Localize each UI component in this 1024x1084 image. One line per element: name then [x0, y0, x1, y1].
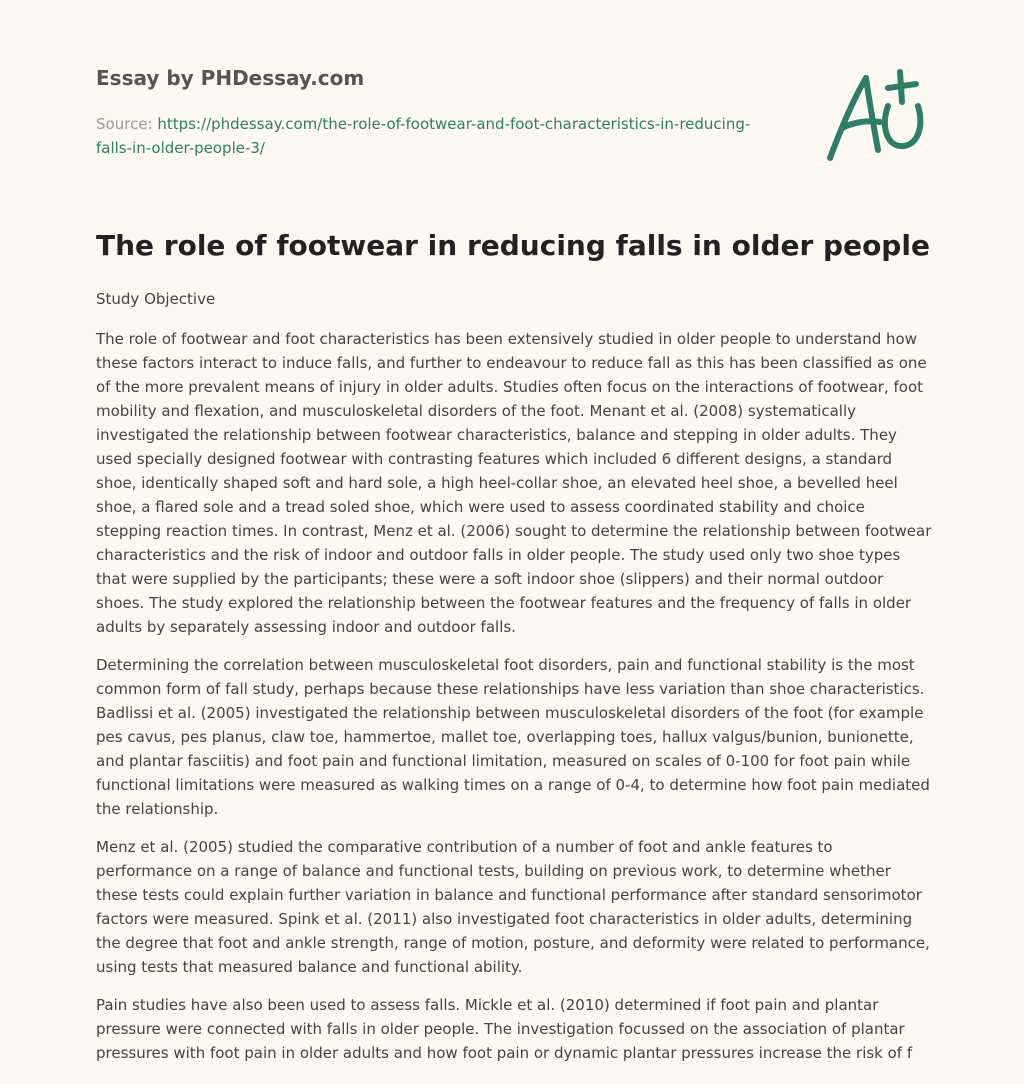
a-plus-logo-icon — [820, 66, 930, 166]
site-title: Essay by PHDessay.com — [96, 66, 365, 90]
paragraph: Pain studies have also been used to assess falls. Mickle et al. (2010) determined if foot pain and plantar pressure were connected with falls in older people. The investigation focussed on the association of plantar pressures with foot pain in older adults and how foot pain or dynamic plantar pressures increase the risk of f — [96, 996, 913, 1062]
essay-body — [96, 287, 932, 1079]
paragraph: Determining the correlation between musculoskeletal foot disorders, pain and functional stability is the most common form of fall study, perhaps because these relationships have less variation than shoe characteristics. Badlissi et al. (2005) investigated the relationship between musculoskeletal disorders of the foot (for example pes cavus, pes planus, claw toe, hammertoe, mallet toe, overlapping toes, hallux valgus/bunion, bunionette, and plantar fasciitis) and foot pain and functional limitation, measured on scales of 0-100 for foot pain while functional limitations were measured as walking times on a range of 0-4, to determine how foot pain mediated the relationship. — [96, 656, 930, 818]
source-line — [96, 112, 786, 160]
paragraph: Menz et al. (2005) studied the comparative contribution of a number of foot and ankle features to performance on a range of balance and functional tests, building on previous work, to determine whether these tests could explain further variation in balance and functional performance after standard sensorimotor factors were measured. Spink et al. (2011) also investigated foot characteristics in older adults, determining the degree that foot and ankle strength, range of motion, posture, and deformity were related to performance, using tests that measured balance and functional ability. — [96, 838, 930, 976]
source-label: Source: — [96, 115, 153, 133]
essay-title: The role of footwear in reducing falls in older people — [96, 229, 930, 262]
paragraph: The role of footwear and foot characteristics has been extensively studied in older people to understand how these factors interact to induce falls, and further to endeavour to reduce fall as this has been classified as one of the more prevalent means of injury in older adults. Studies often focus on the interactions of footwear, foot mobility and flexation, and musculoskeletal disorders of the foot. Menant et al. (2008) systematically investigated the relationship between footwear characteristics, balance and stepping in older adults. They used specially designed footwear with contrasting features which included 6 different designs, a standard shoe, identically shaped soft and hard sole, a high heel-collar shoe, an elevated heel shoe, a bevelled heel shoe, a flared sole and a tread soled shoe, which were used to assess coordinated stability and choice stepping reaction times. In contrast, Menz et al. (2006) sought to determine the relationship between footwear characteristics and the risk of indoor and outdoor falls in older people. The study used only two shoe types that were supplied by the participants; these were a soft indoor shoe (slippers) and their normal outdoor shoes. The study explored the relationship between the footwear features and the frequency of falls in older adults by separately assessing indoor and outdoor falls. — [96, 330, 932, 636]
section-heading: Study Objective — [96, 290, 216, 308]
source-link[interactable]: https://phdessay.com/the-role-of-footwear-and-foot-characteristics-in-reducing-falls-in-older-people-3/ — [96, 115, 751, 157]
